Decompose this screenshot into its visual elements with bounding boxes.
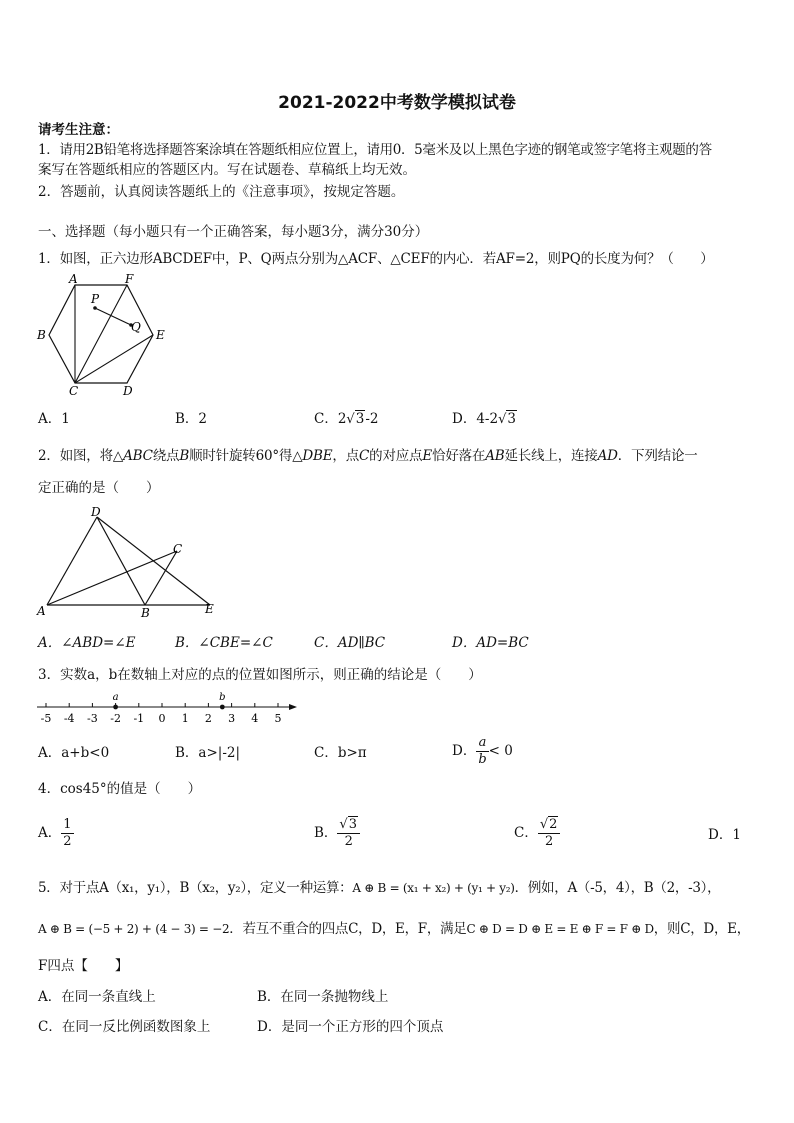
notice-item-1-line-2: 案写在答题纸相应的答题区内。写在试题卷、草稿纸上均无效。 bbox=[38, 162, 416, 178]
segment-ce bbox=[75, 335, 153, 383]
label-b: B bbox=[37, 328, 46, 342]
tick-label: 5 bbox=[274, 712, 282, 725]
point-label-a: a bbox=[112, 692, 119, 703]
segment-db bbox=[97, 517, 145, 605]
segment-bc bbox=[145, 551, 177, 605]
q1-stem: 1．如图，正六边形ABCDEF中，P、Q两点分别为△ACF、△CEF的内心．若AF=2，则PQ的长度为何？（ ） bbox=[38, 251, 714, 267]
q4-option-c: C． $\frac{√2}{2}$ bbox=[514, 817, 560, 850]
segment-ad bbox=[47, 517, 97, 605]
q4-option-b: B． $\frac{√3}{2}$ bbox=[314, 817, 360, 850]
tick-label: 4 bbox=[251, 712, 259, 725]
q3-option-d: D． $\frac{a}{b}$ < 0 bbox=[452, 735, 513, 767]
q2-stem-line-2: 定正确的是（ ） bbox=[38, 480, 160, 496]
label-b: B bbox=[141, 606, 150, 620]
tick-label: -2 bbox=[110, 712, 121, 725]
tick-label: -3 bbox=[87, 712, 98, 725]
q1-option-c: C．2√3-2 bbox=[314, 411, 379, 427]
q5-option-a: A．在同一条直线上 bbox=[38, 989, 156, 1005]
label-e: E bbox=[156, 328, 165, 342]
page-title: 2021-2022中考数学模拟试卷 bbox=[278, 93, 516, 113]
q4-stem: 4．cos45°的值是（ ） bbox=[38, 781, 202, 797]
label-a: A bbox=[37, 604, 46, 618]
q1-hexagon-figure bbox=[35, 273, 165, 398]
tick-label: 1 bbox=[181, 712, 189, 725]
segment-ac bbox=[47, 551, 177, 605]
tick-label: 3 bbox=[228, 712, 236, 725]
q5-option-d: D．是同一个正方形的四个顶点 bbox=[257, 1019, 444, 1035]
q2-stem-line-1: 2．如图，将△ABC绕点B顺时针旋转60°得△DBE，点C的对应点E恰好落在AB延长线上，连接AD．下列结论一 bbox=[38, 448, 698, 464]
tick-label: -4 bbox=[63, 712, 75, 725]
point-a bbox=[113, 705, 118, 710]
q1-option-a: A．1 bbox=[38, 411, 70, 427]
q2-triangle-figure bbox=[35, 505, 220, 620]
point-b bbox=[220, 705, 225, 710]
q1-option-d: D．4-2√3 bbox=[452, 411, 516, 427]
segment-cf bbox=[75, 285, 127, 383]
label-q: Q bbox=[131, 320, 141, 334]
point-p bbox=[93, 306, 97, 310]
point-label-b: b bbox=[219, 692, 226, 703]
q5-stem-line-3: F四点【 】 bbox=[38, 958, 129, 974]
label-c: C bbox=[173, 542, 183, 556]
q4-option-a: A． $\frac{1}{2}$ bbox=[38, 817, 72, 849]
q2-option-b: B．∠CBE=∠C bbox=[175, 635, 273, 651]
q5-option-b: B．在同一条抛物线上 bbox=[257, 989, 389, 1005]
notice-heading: 请考生注意： bbox=[38, 122, 119, 138]
q3-option-a: A．a+b<0 bbox=[38, 745, 110, 761]
label-e: E bbox=[205, 602, 214, 616]
q3-number-line bbox=[35, 688, 300, 726]
q3-stem: 3．实数a，b在数轴上对应的点的位置如图所示，则正确的结论是（ ） bbox=[38, 667, 482, 683]
label-c: C bbox=[69, 384, 79, 398]
q4-option-d: D．1 bbox=[708, 827, 741, 843]
q1-option-b: B．2 bbox=[175, 411, 208, 427]
q5-option-c: C．在同一反比例函数图象上 bbox=[38, 1019, 211, 1035]
label-p: P bbox=[91, 292, 100, 306]
q3-option-b: B．a>|-2| bbox=[175, 745, 241, 761]
tick-label: 2 bbox=[204, 712, 212, 725]
tick-label: -5 bbox=[40, 712, 52, 725]
tick-label: 0 bbox=[158, 712, 166, 725]
q2-option-a: A．∠ABD=∠E bbox=[38, 635, 136, 651]
section-1-heading: 一、选择题（每小题只有一个正确答案，每小题3分，满分30分） bbox=[38, 224, 429, 240]
label-f: F bbox=[125, 273, 134, 286]
q5-stem-line-1: 5．对于点A（x₁，y₁），B（x₂，y₂），定义一种运算：A ⊕ B = (x₁ + x₂) + (y₁ + y₂)．例如，A（-5，4），B（2，-3）， bbox=[38, 880, 721, 896]
number-line-arrow bbox=[289, 704, 297, 710]
label-d: D bbox=[91, 505, 101, 519]
q3-option-c: C．b>π bbox=[314, 745, 367, 761]
notice-item-2: 2．答题前，认真阅读答题纸上的《注意事项》，按规定答题。 bbox=[38, 184, 405, 200]
label-d: D bbox=[123, 384, 133, 398]
tick-label: -1 bbox=[133, 712, 145, 725]
q2-option-c: C．AD∥BC bbox=[314, 635, 386, 651]
notice-item-1-line-1: 1．请用2B铅笔将选择题答案涂填在答题纸相应位置上，请用0．5毫米及以上黑色字迹的钢笔或签字笔将主观题的答 bbox=[38, 142, 712, 158]
label-a: A bbox=[69, 273, 78, 286]
q2-option-d: D．AD=BC bbox=[452, 635, 529, 651]
q5-stem-line-2: A ⊕ B = (−5 + 2) + (4 − 3) = −2．若互不重合的四点C，D，E，F，满足C ⊕ D = D ⊕ E = E ⊕ F = F ⊕ D，则C，D，E， bbox=[38, 921, 750, 937]
